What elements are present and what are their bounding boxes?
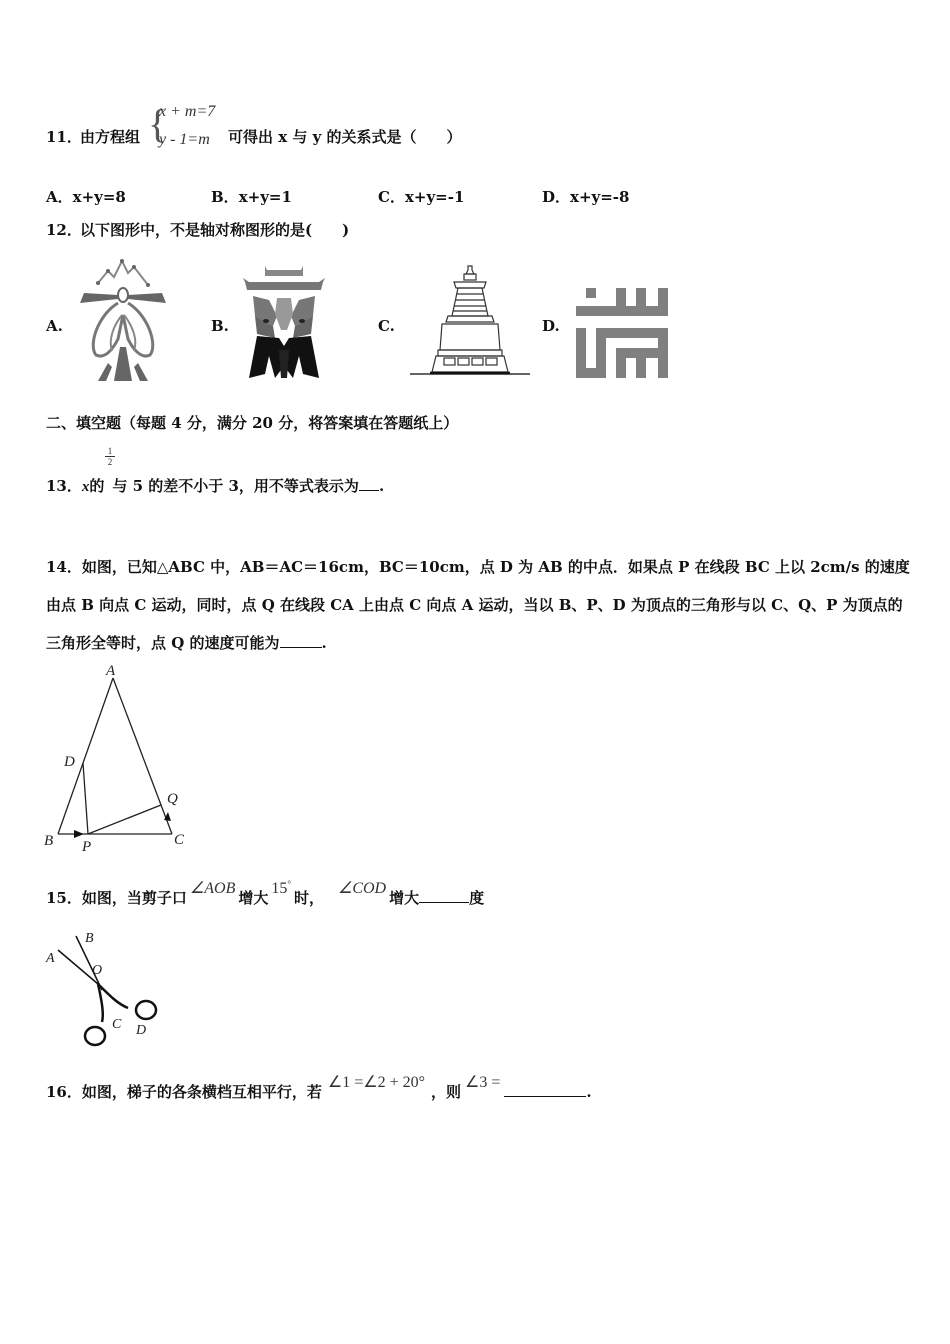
q15-value: 15 <box>271 880 288 897</box>
option-text: x+y=1 <box>238 188 292 206</box>
q11-option-c[interactable] <box>378 186 464 207</box>
fraction-denominator: 2 <box>107 457 113 467</box>
q11-equation-2: y - 1=m <box>159 131 210 148</box>
section-heading-fill-in: 二、填空题（每题 4 分，满分 20 分，将答案填在答题纸上） <box>46 414 459 432</box>
vertex-label-q: Q <box>167 791 178 807</box>
option-label: D． <box>542 188 571 206</box>
q16-expression-2: ∠3 = <box>465 1074 501 1091</box>
q12-number: 12． <box>46 221 82 239</box>
q15-part2: 增大 <box>238 889 269 907</box>
q12-text: 以下图形中，不是轴对称图形的是( ) <box>80 221 350 239</box>
q13-text <box>46 476 384 497</box>
option-text: x+y=-8 <box>570 188 630 206</box>
q15-part5: 度 <box>469 889 485 907</box>
q13-number: 13． <box>46 477 82 495</box>
q15-part1: 如图，当剪子口 <box>81 889 187 907</box>
q13-end: . <box>378 477 385 495</box>
figure-pagoda-icon[interactable] <box>408 264 532 380</box>
q13-part2: 与 5 的差不小于 3，用不等式表示为 <box>112 477 359 495</box>
figure-opera-mask-icon[interactable] <box>243 266 325 378</box>
option-label: A． <box>46 188 73 206</box>
option-text: x+y=-1 <box>404 188 465 206</box>
scissors-label-c: C <box>112 1017 122 1032</box>
scissors-label-d: D <box>136 1023 147 1038</box>
q11-option-a[interactable] <box>46 186 126 207</box>
fraction-numerator: 1 <box>105 446 115 457</box>
q13-answer-blank[interactable] <box>359 476 379 491</box>
vertex-label-p: P <box>82 839 92 855</box>
q12-option-c-label[interactable]: C. <box>378 317 395 335</box>
q14-end: . <box>321 634 327 652</box>
q16-answer-blank[interactable] <box>504 1082 586 1097</box>
q15-number: 15． <box>46 889 82 907</box>
q15-part3: 时， <box>293 889 324 907</box>
q12-option-d-label[interactable]: D. <box>542 317 560 335</box>
vertex-label-b: B <box>44 833 54 849</box>
scissors-label-a: A <box>46 951 55 966</box>
q14-number: 14． <box>46 558 82 576</box>
q15-degree: ° <box>287 879 291 889</box>
option-label: B． <box>211 188 239 206</box>
vertex-label-c: C <box>174 832 185 848</box>
q11-option-d[interactable] <box>542 186 629 207</box>
q16-line <box>46 1074 592 1103</box>
q14-line-2: 由点 B 向点 C 运动，同时，点 Q 在线段 CA 上由点 C 向点 A 运动，当以 B、P、D 为顶点的三角形与以 C、Q、P 为顶点的 <box>46 596 903 614</box>
q15-scissors-figure <box>40 922 180 1052</box>
q16-expression: ∠1 =∠2 + 20° <box>327 1074 426 1091</box>
q14-text-1: 如图，已知△ABC 中，AB＝AC＝16cm，BC＝10cm，点 D 为 AB 的中点．如果点 P 在线段 BC 上以 2cm/s 的速度 <box>81 558 910 576</box>
q16-number: 16． <box>46 1083 82 1101</box>
q16-part1: 如图，梯子的各条横档互相平行，若 <box>81 1083 322 1101</box>
q11-option-b[interactable] <box>211 186 292 207</box>
q11-equation-1: x + m=7 <box>159 103 216 120</box>
q13-variable: x <box>81 479 90 495</box>
q15-part4: 增大 <box>389 889 420 907</box>
q11-suffix: 可得出 x 与 y 的关系式是（ ） <box>228 128 462 146</box>
q14-answer-blank[interactable] <box>280 633 322 648</box>
q15-answer-blank[interactable] <box>419 888 469 903</box>
q15-angle-aob: ∠AOB <box>189 880 236 897</box>
q11-prefix: 由方程组 <box>80 128 141 146</box>
q14-text-3: 三角形全等时，点 Q 的速度可能为 <box>46 634 280 652</box>
q16-part2: ，则 <box>431 1083 462 1101</box>
scissors-label-o: O <box>92 963 103 978</box>
q11-brace: { <box>148 101 168 146</box>
q16-end: . <box>586 1083 592 1101</box>
scissors-label-b: B <box>85 931 94 946</box>
q15-line <box>46 879 485 910</box>
q11-number: 11． <box>46 128 82 146</box>
option-text: x+y=8 <box>72 188 126 206</box>
q13-fraction <box>105 446 115 467</box>
q12-option-a-label[interactable]: A. <box>46 317 63 335</box>
q15-angle-cod: ∠COD <box>337 880 387 897</box>
q14-line-3 <box>46 633 327 653</box>
vertex-label-a: A <box>106 663 116 679</box>
option-label: C． <box>378 188 405 206</box>
q14-triangle-figure <box>40 660 200 860</box>
q14-line-1 <box>46 557 910 577</box>
q13-part1: 的 <box>89 477 105 495</box>
figure-maze-pattern-icon[interactable] <box>576 284 670 378</box>
figure-person-mountain-icon[interactable] <box>78 255 168 383</box>
vertex-label-d: D <box>64 754 75 770</box>
q12-option-b-label[interactable]: B. <box>211 317 229 335</box>
